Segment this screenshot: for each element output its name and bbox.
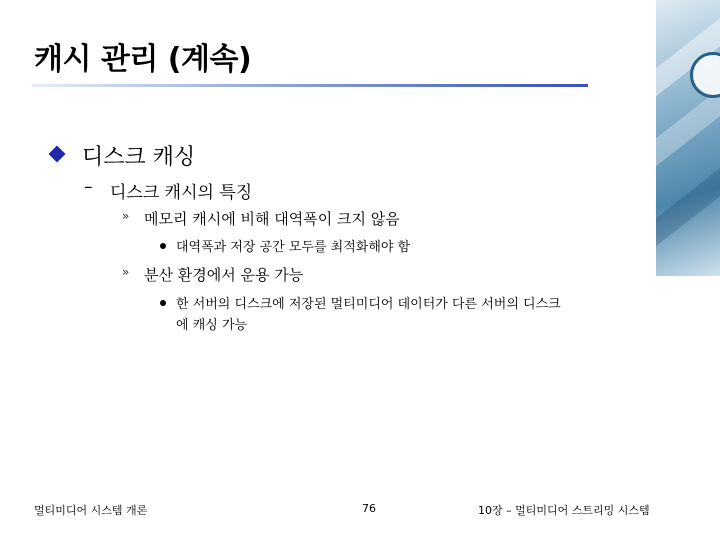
bullet-level2-text: 디스크 캐시의 특징 xyxy=(110,183,253,203)
footer-chapter-title: 10장 – 멀티미디어 스트리밍 시스템 xyxy=(478,504,650,517)
dot-bullet-icon xyxy=(160,300,166,306)
bullet-level4-text: 대역폭과 저장 공간 모두를 최적화해야 함 xyxy=(176,240,411,255)
bullet-level3-text: 메모리 캐시에 비해 대역폭이 크지 않음 xyxy=(144,210,400,228)
double-chevron-bullet-icon: » xyxy=(122,209,130,223)
bullet-level4-line: 한 서버의 디스크에 저장된 멀티미디어 데이터가 다른 서버의 디스크 xyxy=(176,297,561,312)
footer-course-name: 멀티미디어 시스템 개론 xyxy=(34,504,148,517)
footer-page-number: 76 xyxy=(362,502,376,515)
corner-decoration-image xyxy=(656,0,720,276)
slide-title: 캐시 관리 (계속) xyxy=(34,42,252,77)
bullet-level4-text xyxy=(176,294,561,336)
bullet-level4-line: 에 캐싱 가능 xyxy=(176,318,248,333)
title-underline xyxy=(32,84,588,87)
bullet-level1-text: 디스크 캐싱 xyxy=(82,145,196,170)
dash-bullet-icon: – xyxy=(84,177,93,197)
double-chevron-bullet-icon: » xyxy=(122,265,130,279)
dot-bullet-icon xyxy=(160,243,166,249)
diamond-bullet-icon xyxy=(49,146,66,163)
bullet-level3-text: 분산 환경에서 운용 가능 xyxy=(144,266,304,284)
